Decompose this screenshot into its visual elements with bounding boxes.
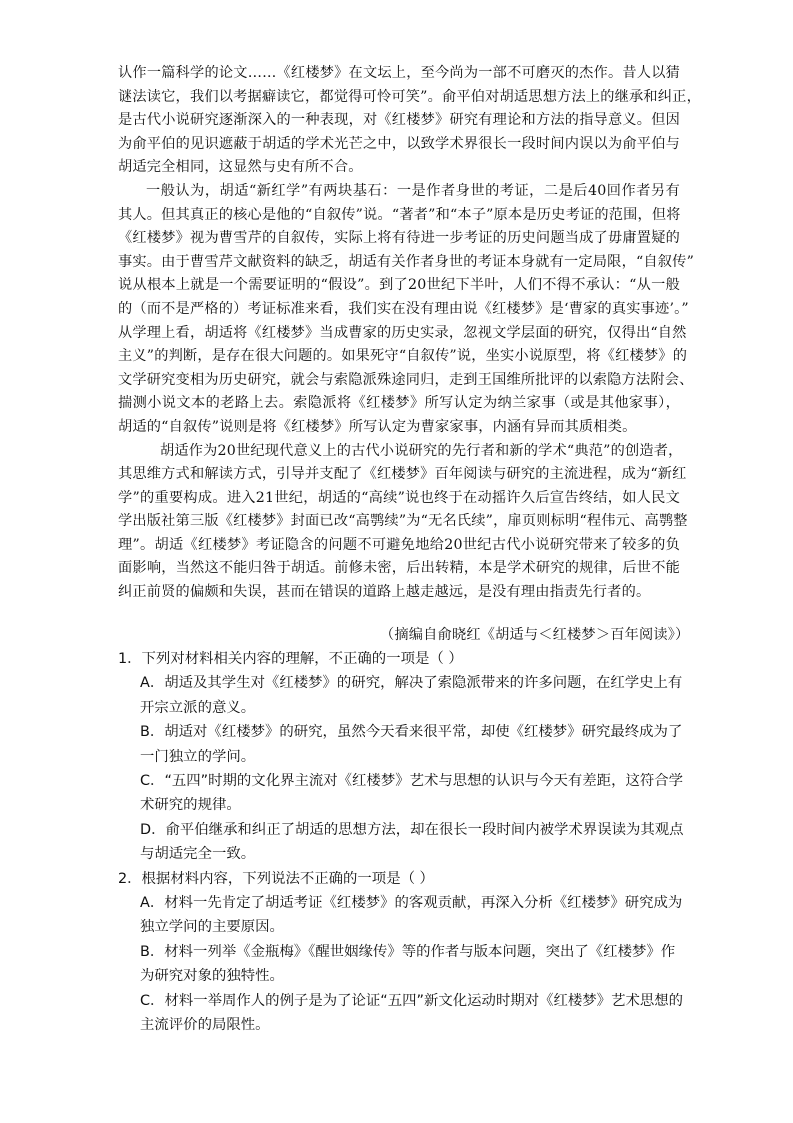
answer-option-line[interactable]: C．“五四”时期的文化界主流对《红楼梦》艺术与思想的认识与今天有差距，这符合学 [140,773,684,790]
passage-line: 学出版社第三版《红楼梦》封面已改“高鹗续”为“无名氏续”，扉页则标明“程伟元、高鹗整 [118,513,688,530]
passage-line: 其人。但其真正的核心是他的“自叙传”说。“著者”和“本子”原本是历史考证的范围，但将 [118,206,681,223]
passage-line: 的（而不是严格的）考证标准来看，我们实在没有理由说《红楼梦》是‘曹家的真实事迹’。” [118,300,689,317]
answer-option-line[interactable]: A．胡适及其学生对《红楼梦》的研究，解决了索隐派带来的许多问题，在红学史上有 [140,675,683,692]
answer-option-line[interactable]: B．材料一列举《金瓶梅》《醒世姻缘传》等的作者与版本问题，突出了《红楼梦》作 [140,943,676,960]
passage-line: 胡适完全相同，这显然与史有所不合。 [118,159,363,176]
passage-line: 胡适作为20世纪现代意义上的古代小说研究的先行者和新的学术“典范”的创造者， [160,442,683,459]
passage-line: 胡适的“自叙传”说则是将《红楼梦》所写认定为曹家家事，内涵有异而其质相类。 [118,418,637,435]
passage-line: 理”。胡适《红楼梦》考证隐含的问题不可避免地给20世纪古代小说研究带来了较多的负 [118,536,680,553]
reading-passage [118,62,701,605]
answer-option-line: 术研究的规律。 [140,797,241,814]
answer-option-line[interactable]: A．材料一先肯定了胡适考证《红楼梦》的客观贡献，再深入分析《红楼梦》研究成为 [140,895,683,912]
passage-line: 文学研究变相为历史研究，就会与索隐派殊途同归，走到王国维所批评的以索隐方法附会、 [118,371,694,388]
question-stem: 2．根据材料内容，下列说法不正确的一项是（ ） [118,870,434,887]
answer-option-line[interactable]: D．俞平伯继承和纠正了胡适的思想方法，却在很长一段时间内被学术界误读为其观点 [140,821,684,838]
passage-line: 其思维方式和解读方式，引导并支配了《红楼梦》百年阅读与研究的主流进程，成为“新红 [118,466,687,483]
answer-option-line: 主流评价的局限性。 [140,1017,270,1034]
passage-line: 谜法读它，我们以考据癖读它，都觉得可怜可笑”。俞平伯对胡适思想方法上的继承和纠正， [118,88,701,105]
passage-line: 纠正前贤的偏颇和失误，甚而在错误的道路上越走越远，是没有理由指责先行者的。 [118,584,651,601]
passage-line: 主义”的判断，是存在很大问题的。如果死守“自叙传”说，坐实小说原型，将《红楼梦》的 [118,348,688,365]
answer-option-line: 与胡适完全一致。 [140,846,256,863]
passage-line: 说从根本上就是一个需要证明的“假设”。到了20世纪下半叶，人们不得不承认：“从一般 [118,277,680,294]
passage-line: 是古代小说研究逐渐深入的一种表现，对《红楼梦》研究有理论和方法的指导意义。但因 [118,112,680,129]
question-1 [118,647,684,867]
question-stem: 1．下列对材料相关内容的理解，不正确的一项是（ ） [118,651,463,667]
passage-line: 《红楼梦》视为曹雪芹的自叙传，实际上将有待进一步考证的历史问题当成了毋庸置疑的 [118,230,680,247]
passage-line: 学”的重要构成。进入21世纪，胡适的“高续”说也终于在动摇许久后宣告终结，如人民文 [118,489,680,506]
passage-line: 事实。由于曹雪芹文献资料的缺乏，胡适有关作者身世的考证本身就有一定局限，“自叙传” [118,253,695,270]
answer-option-line[interactable]: B．胡适对《红楼梦》的研究，虽然今天看来很平常，却使《红楼梦》研究最终成为了 [140,724,683,741]
passage-line: 为俞平伯的见识遮蔽于胡适的学术光芒之中，以致学术界很长一段时间内误以为俞平伯与 [118,135,680,152]
passage-line: 认作一篇科学的论文……《红楼梦》在文坛上，至今尚为一部不可磨灭的杰作。昔人以猜 [118,65,680,81]
answer-option-line: 一门独立的学问。 [140,748,256,765]
answer-option-line[interactable]: C．材料一举周作人的例子是为了论证“五四”新文化运动时期对《红楼梦》艺术思想的 [140,992,684,1009]
passage-line: 从学理上看，胡适将《红楼梦》当成曹家的历史实录，忽视文学层面的研究，仅得出“自然 [118,324,687,341]
answer-option-line: 为研究对象的独特性。 [140,968,284,985]
passage-line: 揣测小说文本的老路上去。索隐派将《红楼梦》所写认定为纳兰家事（或是其他家事）， [118,395,680,412]
passage-line: 一般认为，胡适“新红学”有两块基石：一是作者身世的考证，二是后40回作者另有 [146,182,680,199]
source-citation: （摘编自俞晓红《胡适与＜红楼梦＞百年阅读》） [380,627,690,643]
answer-option-line: 独立学问的主要原因。 [140,919,284,936]
question-list [118,647,684,1038]
passage-line: 面影响，当然这不能归咎于胡适。前修未密，后出转精，本是学术研究的规律，后世不能 [118,560,680,577]
answer-option-line: 开宗立派的意义。 [140,699,256,716]
question-2 [118,867,684,1038]
